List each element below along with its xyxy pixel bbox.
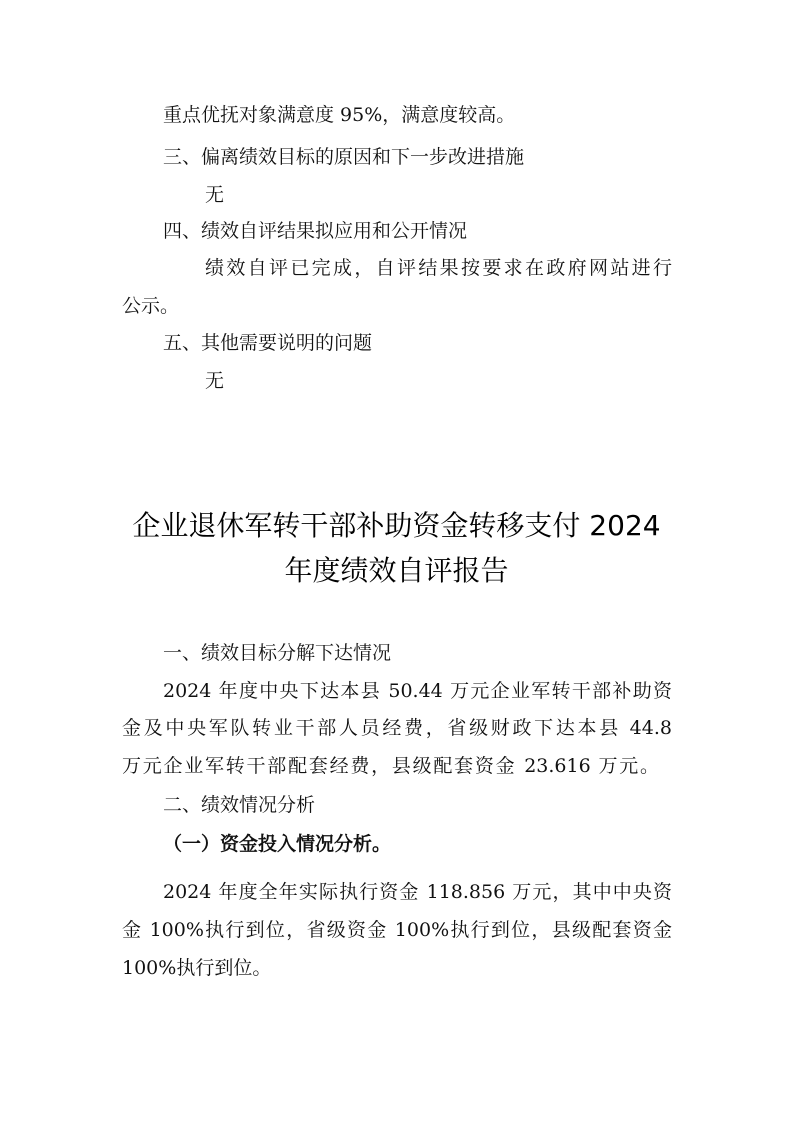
body-text-line: 2024 年度中央下达本县 50.44 万元企业军转干部补助资 <box>163 680 672 702</box>
section-heading: 二、绩效情况分析 <box>163 794 316 816</box>
body-text-line: 无 <box>205 370 225 392</box>
section-heading: 一、绩效目标分解下达情况 <box>163 642 392 664</box>
body-text-line: 绩效自评已完成，自评结果按要求在政府网站进行 <box>205 257 672 279</box>
page-title: 企业退休军转干部补助资金转移支付 2024 <box>132 509 661 542</box>
body-text-line: 万元企业军转干部配套经费，县级配套资金 23.616 万元。 <box>122 755 659 777</box>
section-heading: 三、偏离绩效目标的原因和下一步改进措施 <box>163 146 525 168</box>
body-text-line: 金 100%执行到位，省级资金 100%执行到位，县级配套资金 <box>122 919 672 941</box>
section-heading: 四、绩效自评结果拟应用和公开情况 <box>163 220 468 242</box>
body-text-line: 金及中央军队转业干部人员经费，省级财政下达本县 44.8 <box>122 717 672 739</box>
body-text-line: 无 <box>205 184 225 206</box>
subsection-heading: （一）资金投入情况分析。 <box>163 833 392 855</box>
section-heading: 五、其他需要说明的问题 <box>163 332 373 354</box>
body-text-line: 100%执行到位。 <box>122 957 272 979</box>
body-text-line: 公示。 <box>122 295 180 317</box>
body-text-line: 重点优抚对象满意度 95%，满意度较高。 <box>163 104 516 126</box>
page-title: 年度绩效自评报告 <box>284 554 509 587</box>
body-text-line: 2024 年度全年实际执行资金 118.856 万元，其中中央资 <box>163 881 672 903</box>
